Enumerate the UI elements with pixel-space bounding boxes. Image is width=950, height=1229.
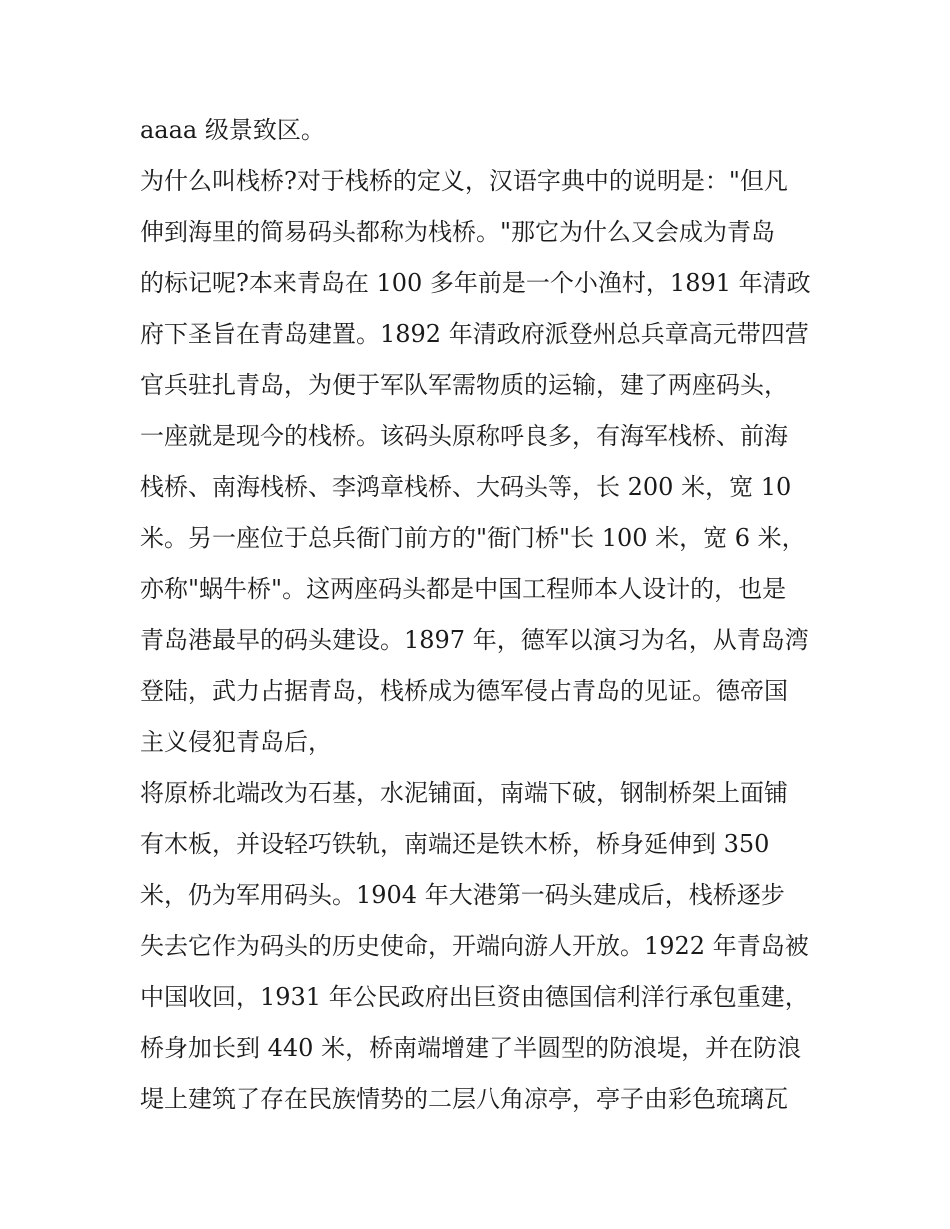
text-line: 桥身加长到 440 米，桥南端增建了半圆型的防浪堤，并在防浪 (140, 1034, 802, 1062)
text-line: 官兵驻扎青岛，为便于军队军需物质的运输，建了两座码头， (140, 371, 788, 399)
text-line: 中国收回，1931 年公民政府出巨资由德国信利洋行承包重建， (140, 983, 809, 1011)
text-line: aaaa 级景致区。 (140, 116, 325, 144)
text-line: 的标记呢?本来青岛在 100 多年前是一个小渔村，1891 年清政 (140, 269, 811, 297)
text-line: 将原桥北端改为石基，水泥铺面，南端下破，钢制桥架上面铺 (140, 779, 788, 807)
text-line: 一座就是现今的栈桥。该码头原称呼良多，有海军栈桥、前海 (140, 422, 788, 450)
text-line: 府下圣旨在青岛建置。1892 年清政府派登州总兵章高元带四营 (140, 320, 809, 348)
text-line: 失去它作为码头的历史使命，开端向游人开放。1922 年青岛被 (140, 932, 809, 960)
text-line: 米。另一座位于总兵衙门前方的"衙门桥"长 100 米，宽 6 米， (140, 524, 806, 552)
text-line: 亦称"蜗牛桥"。这两座码头都是中国工程师本人设计的，也是 (140, 575, 787, 603)
text-line: 米，仍为军用码头。1904 年大港第一码头建成后，栈桥逐步 (140, 881, 785, 909)
text-line: 为什么叫栈桥?对于栈桥的定义，汉语字典中的说明是："但凡 (140, 167, 788, 195)
text-line: 堤上建筑了存在民族情势的二层八角凉亭，亭子由彩色琉璃瓦 (140, 1085, 788, 1113)
text-line: 伸到海里的简易码头都称为栈桥。"那它为什么又会成为青岛 (140, 218, 776, 246)
text-line: 栈桥、南海栈桥、李鸿章栈桥、大码头等，长 200 米，宽 10 (140, 473, 792, 501)
text-line: 青岛港最早的码头建设。1897 年，德军以演习为名，从青岛湾 (140, 626, 809, 654)
text-line: 主义侵犯青岛后， (140, 728, 332, 756)
text-line: 有木板，并设轻巧铁轨，南端还是铁木桥，桥身延伸到 350 (140, 830, 770, 858)
text-line: 登陆，武力占据青岛，栈桥成为德军侵占青岛的见证。德帝国 (140, 677, 788, 705)
document-body (140, 112, 830, 1132)
